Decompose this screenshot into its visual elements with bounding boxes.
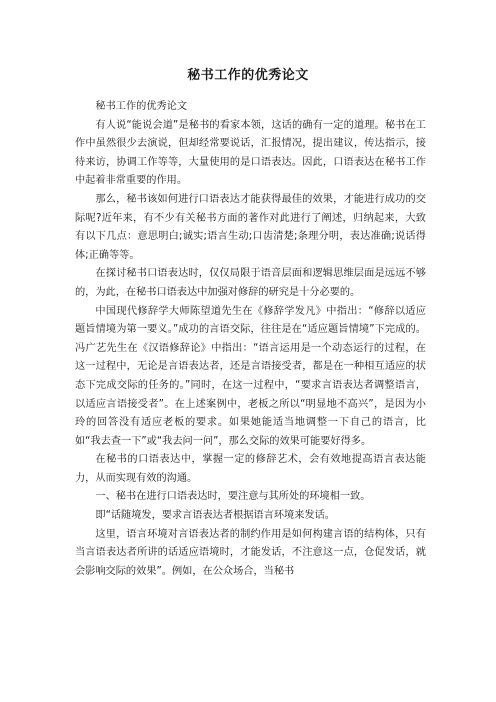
paragraph: 在探讨秘书口语表达时，仅仅局限于语音层面和逻辑思维层面是远远不够的，为此，在秘书口语表达中加强对修辞的研究是十分必要的。	[75, 268, 426, 298]
paragraph: 秘书工作的优秀论文	[95, 101, 188, 112]
document-title: 秘书工作的优秀论文	[187, 68, 309, 83]
paragraph: 在秘书的口语表达中，掌握一定的修辞艺术，会有效地提高语言表达能力，从而实现有效的沟通。	[75, 454, 426, 484]
paragraph: 这里，语言环境对言语表达者的制约作用是如何构建言语的结构体，只有当言语表达者所讲的话适应语境时，才能发话，不注意这一点，仓促发话，就会影响交际的效果”。例如，在公众场合，当秘书	[75, 528, 426, 577]
paragraph: 中国现代修辞学大师陈望道先生在《修辞学发凡》中指出：“修辞以适应题旨情境为第一要义。”成功的言语交际，往往是在“适应题旨情境”下完成的。冯广艺先生在《汉语修辞论》中指出：“语言运用是一个动态运行的过程，在这一过程中，无论是言语表达者，还是言语接受者，都是在一种相互适应的状态下完成交际的任务的。”同时，在这一过程中，“要求言语表达者调整语言，以适应言语接受者”。在上述案例中，老板之所以“明显地不高兴”，是因为小玲的回答没有适应老板的要求。如果她能适当地调整一下自己的语言，比如“我去查一下”或“我去问一问”，那么交际的效果可能要好得多。	[75, 305, 426, 447]
document-body	[75, 98, 426, 581]
paragraph: 那么，秘书该如何进行口语表达才能获得最佳的效果，才能进行成功的交际呢?近年来，有不少有关秘书方面的著作对此进行了阐述，归纳起来，大致有以下几点：意思明白;诚实;语言生动;口齿清楚;条理分明，表达准确;说话得体;正确等等。	[75, 193, 426, 261]
paragraph: 有人说“能说会道”是秘书的看家本领，这话的确有一定的道理。秘书在工作中虽然很少去演说，但却经常要说话，汇报情况，提出建议，传达指示，接待来访，协调工作等等，大量使用的是口语表达。因此，口语表达在秘书工作中起着非常重要的作用。	[75, 119, 426, 187]
paragraph: 即“话随境发，要求言语表达者根据语言环境来发话。	[95, 510, 335, 522]
section-heading: 一、秘书在进行口语表达时，要注意与其所处的环境相一致。	[95, 491, 371, 503]
